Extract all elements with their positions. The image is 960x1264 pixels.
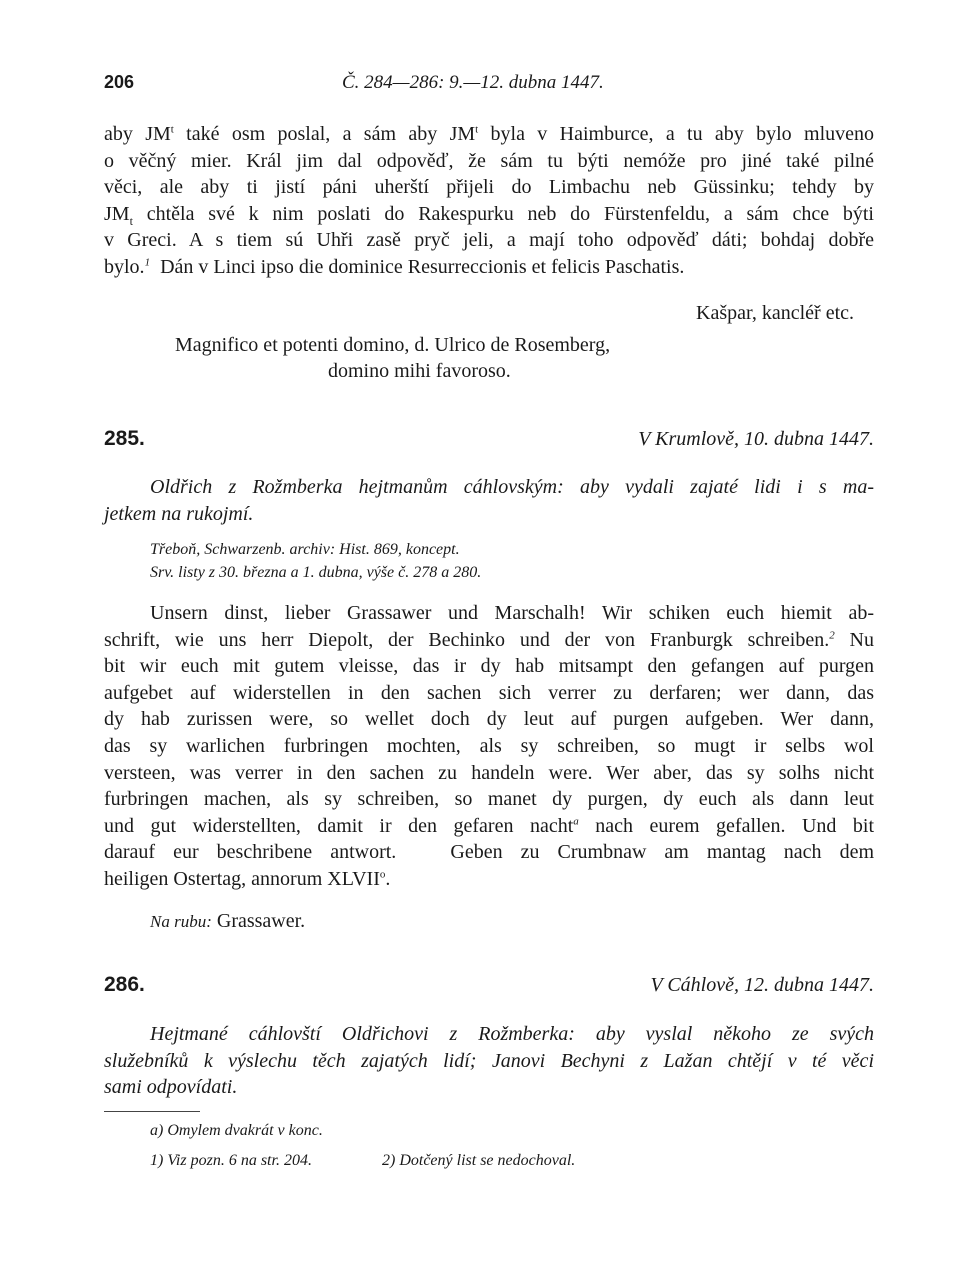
text-line: heiligen Ostertag, annorum XLVII$^o$. xyxy=(104,867,391,890)
footnote: 1) Viz pozn. 6 na str. 204. xyxy=(150,1152,312,1169)
footnote-ref: 1 xyxy=(144,256,151,269)
text-line: versteen, was verrer in den sachen zu handeln were. Wer aber, das sy solhs nicht xyxy=(104,761,874,784)
text-line: aufgebet auf widerstellen in den sachen sich verrer zu derfaren; wer dann, das xyxy=(104,681,874,704)
text-line: bylo.$^1$ Dán v Linci ipso die dominice Resurreccionis et felicis Paschatis. xyxy=(104,255,685,278)
document-date: V Krumlově, 10. dubna 1447. xyxy=(638,428,874,450)
footnote-rule xyxy=(104,1111,200,1112)
address-line: Magnifico et potenti domino, d. Ulrico de Rosemberg, xyxy=(175,334,611,356)
document-date: V Cáhlově, 12. dubna 1447. xyxy=(650,974,874,996)
text-line: $JM_t$ chtěla své k nim poslati do Rakespurku neb do Fürstenfeldu, a sám chce býti xyxy=(104,202,874,228)
footnote-ref: 2 xyxy=(829,628,835,641)
footnote-ref: a xyxy=(573,815,579,828)
text-line: aby $JM^t$ také osm poslal, a sám aby $JM^t$ byla v Haimburce, a tu aby bylo mluveno xyxy=(104,123,874,145)
text-line: dy hab zurissen were, so wellet doch dy leut auf purgen aufgeben. Wer dann, xyxy=(104,708,874,731)
text-line: bit wir euch mit gutem vleisse, das ir dy hab mitsampt den gefangen auf purgen xyxy=(104,655,874,678)
text-line: o věčný mier. Král jim dal odpověď, že sám tu býti nemóže pro jiné také pilné xyxy=(104,149,874,172)
page-number: 206 xyxy=(104,72,135,92)
signature: Kašpar, kancléř etc. xyxy=(696,302,854,324)
footnote: a) Omylem dvakrát v konc. xyxy=(150,1122,323,1139)
document-summary: Oldřich z Rožmberka hejtmanům cáhlovským: aby vydali zajaté lidi i s ma- jetkem na rukojmí. xyxy=(104,476,874,525)
doc285-text xyxy=(104,600,874,893)
source-note: Třeboň, Schwarzenb. archiv: Hist. 869, koncept. Srv. listy z 30. března a 1. dubna, výše č. 278 a 280. xyxy=(150,541,482,581)
running-header xyxy=(104,72,874,100)
text-line: darauf eur beschribene antwort. Geben zu Crumbnaw am mantag nach dem xyxy=(104,841,874,864)
text-line: furbringen machen, als sy schreiben, so manet dy purgen, dy euch als dann leut xyxy=(104,788,874,811)
text-line: Unsern dinst, lieber Grassawer und Marschalh! Wir schiken euch hiemit ab- xyxy=(150,602,874,624)
text-line: und gut widerstellten, damit ir den gefaren nacht$^a$ nach eurem gefallen. Und bit xyxy=(104,814,875,837)
text-line: das sy warlichen furbringen mochten, als sy schreiben, so mugt ir selbs wol xyxy=(104,734,874,757)
doc284-text xyxy=(104,121,874,281)
text-line: věci, ale aby ti jistí páni uherští přijeli do Limbachu neb Güssinku; tehdy by xyxy=(104,176,874,199)
document-number: 285. xyxy=(104,427,145,450)
running-title: Č. 284—286: 9.—12. dubna 1447. xyxy=(342,72,604,93)
document-number: 286. xyxy=(104,973,145,996)
footnote: 2) Dotčený list se nedochoval. xyxy=(382,1152,576,1169)
address-line: domino mihi favoroso. xyxy=(328,360,511,382)
text-line: schrift, wie uns herr Diepolt, der Bechinko und der von Franburgk schreiben.$^2$ Nu xyxy=(104,628,874,651)
dorse-note: Na rubu: Grassawer. xyxy=(150,910,306,932)
document-summary: Hejtmané cáhlovští Oldřichovi z Rožmberka: aby vyslal někoho ze svých služebníků k výslechu těch zajatých lidí; Janovi Bechyni z Lažan chtějí v té věci sami odpovídati. xyxy=(104,1023,874,1099)
text-line: v Greci. A s tiem sú Uhři zasě pryč jeli, a mají toho odpověď dáti; bohdaj dobře xyxy=(104,229,874,252)
